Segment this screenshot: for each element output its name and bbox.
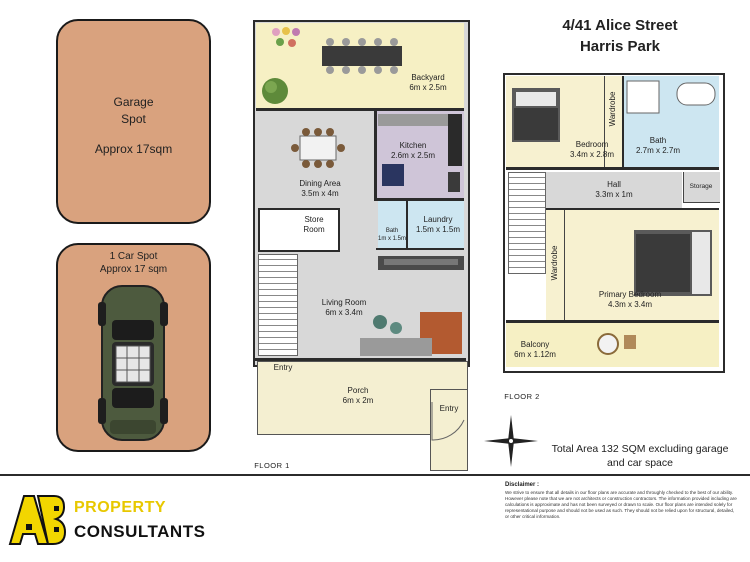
living-room-label: Living Room 6m x 3.4m bbox=[321, 298, 367, 317]
stairs-f1 bbox=[258, 254, 298, 356]
logo-line2: CONSULTANTS bbox=[74, 522, 206, 541]
outdoor-table-icon bbox=[316, 36, 408, 76]
entry-right-label: Entry bbox=[439, 404, 459, 413]
tv-unit-icon bbox=[378, 252, 464, 274]
primary-bed-icon bbox=[632, 226, 714, 300]
dining-table-icon bbox=[290, 128, 346, 168]
disclaimer-text: We strive to ensure that all details in our floor plans are accurate and throughly checked to the best of our ability. However please note that we are not architects or construction contractors. The information provided including are calculations is approximate and has not been surveyed or drawn to scale. Our floor plans are intended solely for representational purpose and should not be used as such. They should not be relied upon for structural, detailed, or other critical information. bbox=[505, 490, 737, 519]
total-area-line2: and car space bbox=[607, 457, 673, 469]
shower-icon bbox=[626, 80, 660, 114]
address-line2: Harris Park bbox=[579, 38, 661, 55]
kitchen-label: Kitchen 2.6m x 2.5m bbox=[390, 141, 435, 160]
balcony-label: Balcony 6m x 1.12m bbox=[514, 340, 556, 359]
bath-f1-label: Bath 1m x 1.5m bbox=[378, 228, 407, 242]
tree-icon bbox=[261, 77, 289, 105]
car-spot-area: Approx 17 sqm bbox=[99, 264, 168, 275]
car-spot-label: 1 Car Spot bbox=[109, 251, 158, 262]
balcony-table-icon bbox=[596, 331, 640, 357]
logo-line1: PROPERTY bbox=[74, 499, 167, 516]
bath-f2-label: Bath 2.7m x 2.7m bbox=[635, 136, 680, 155]
logo-mark-icon bbox=[8, 494, 66, 546]
porch-label: Porch 6m x 2m bbox=[342, 386, 374, 405]
floor1-label: FLOOR 1 bbox=[254, 461, 290, 470]
backyard-label: Backyard 6m x 2.5m bbox=[409, 73, 447, 92]
footer-divider bbox=[0, 474, 750, 476]
garage-label: Garage Spot bbox=[113, 95, 154, 126]
hall-label: Hall 3.3m x 1m bbox=[595, 180, 633, 199]
disclaimer-heading: Disclaimer : bbox=[505, 482, 540, 488]
bedroom-label: Bedroom 3.4m x 2.8m bbox=[569, 140, 614, 159]
stairs-f2 bbox=[508, 172, 546, 274]
store-room-label: Store Room bbox=[303, 215, 325, 234]
plants-icon bbox=[270, 26, 306, 52]
address-line1: 4/41 Alice Street bbox=[562, 17, 678, 34]
bed-icon bbox=[510, 86, 562, 144]
wardrobe-left-label: Wardrobe bbox=[550, 245, 559, 281]
wardrobe-top-label: Wardrobe bbox=[608, 91, 617, 127]
garage-area: Approx 17sqm bbox=[94, 142, 173, 156]
entry-left-label: Entry bbox=[273, 363, 293, 372]
total-area-line1: Total Area 132 SQM excluding garage bbox=[551, 443, 729, 455]
primary-bedroom-label: Primary Bedroom 4.3m x 3.4m bbox=[598, 290, 662, 309]
dining-label: Dining Area 3.5m x 4m bbox=[299, 179, 341, 198]
storage-label: Storage bbox=[689, 183, 713, 190]
compass-icon bbox=[482, 413, 540, 469]
floor2-label: FLOOR 2 bbox=[504, 392, 540, 401]
bathtub-icon bbox=[676, 82, 716, 106]
car-icon bbox=[96, 280, 170, 444]
laundry-label: Laundry 1.5m x 1.5m bbox=[415, 215, 460, 234]
